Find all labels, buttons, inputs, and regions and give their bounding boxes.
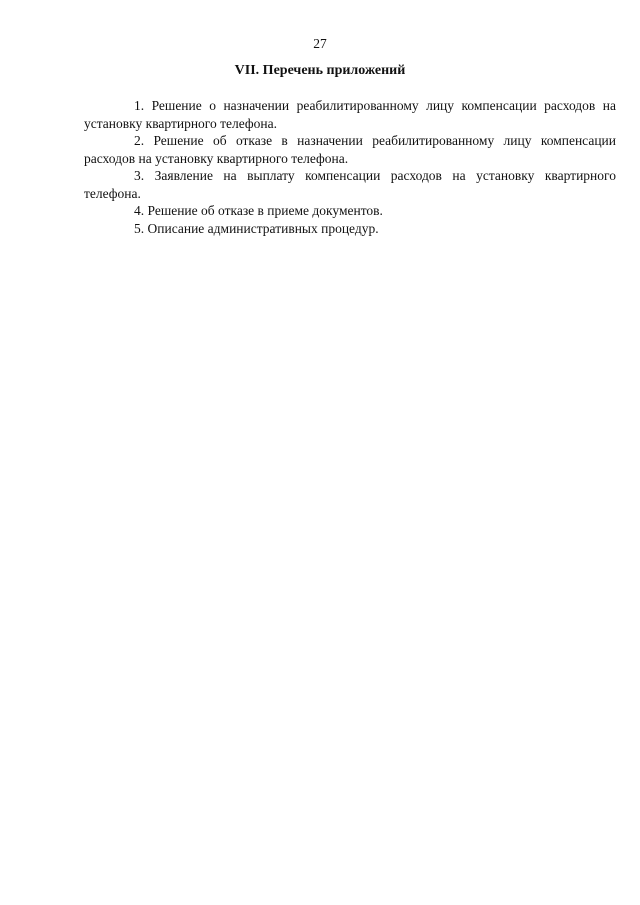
appendix-item-3: 3. Заявление на выплату компенсации расходов на установку квартирного телефона. [84,168,616,201]
page-number: 27 [313,36,327,51]
section-title: VII. Перечень приложений [234,63,406,78]
appendix-item-2: 2. Решение об отказе в назначении реабилитированному лицу компенсации расходов на установку квартирного телефона. [84,133,616,166]
appendix-item-4: 4. Решение об отказе в приеме документов. [134,203,383,218]
appendix-item-5: 5. Описание административных процедур. [134,220,379,236]
appendix-item-1: 1. Решение о назначении реабилитированному лицу компенсации расходов на установку квартирного телефона. [84,98,616,131]
appendix-list [84,97,616,237]
